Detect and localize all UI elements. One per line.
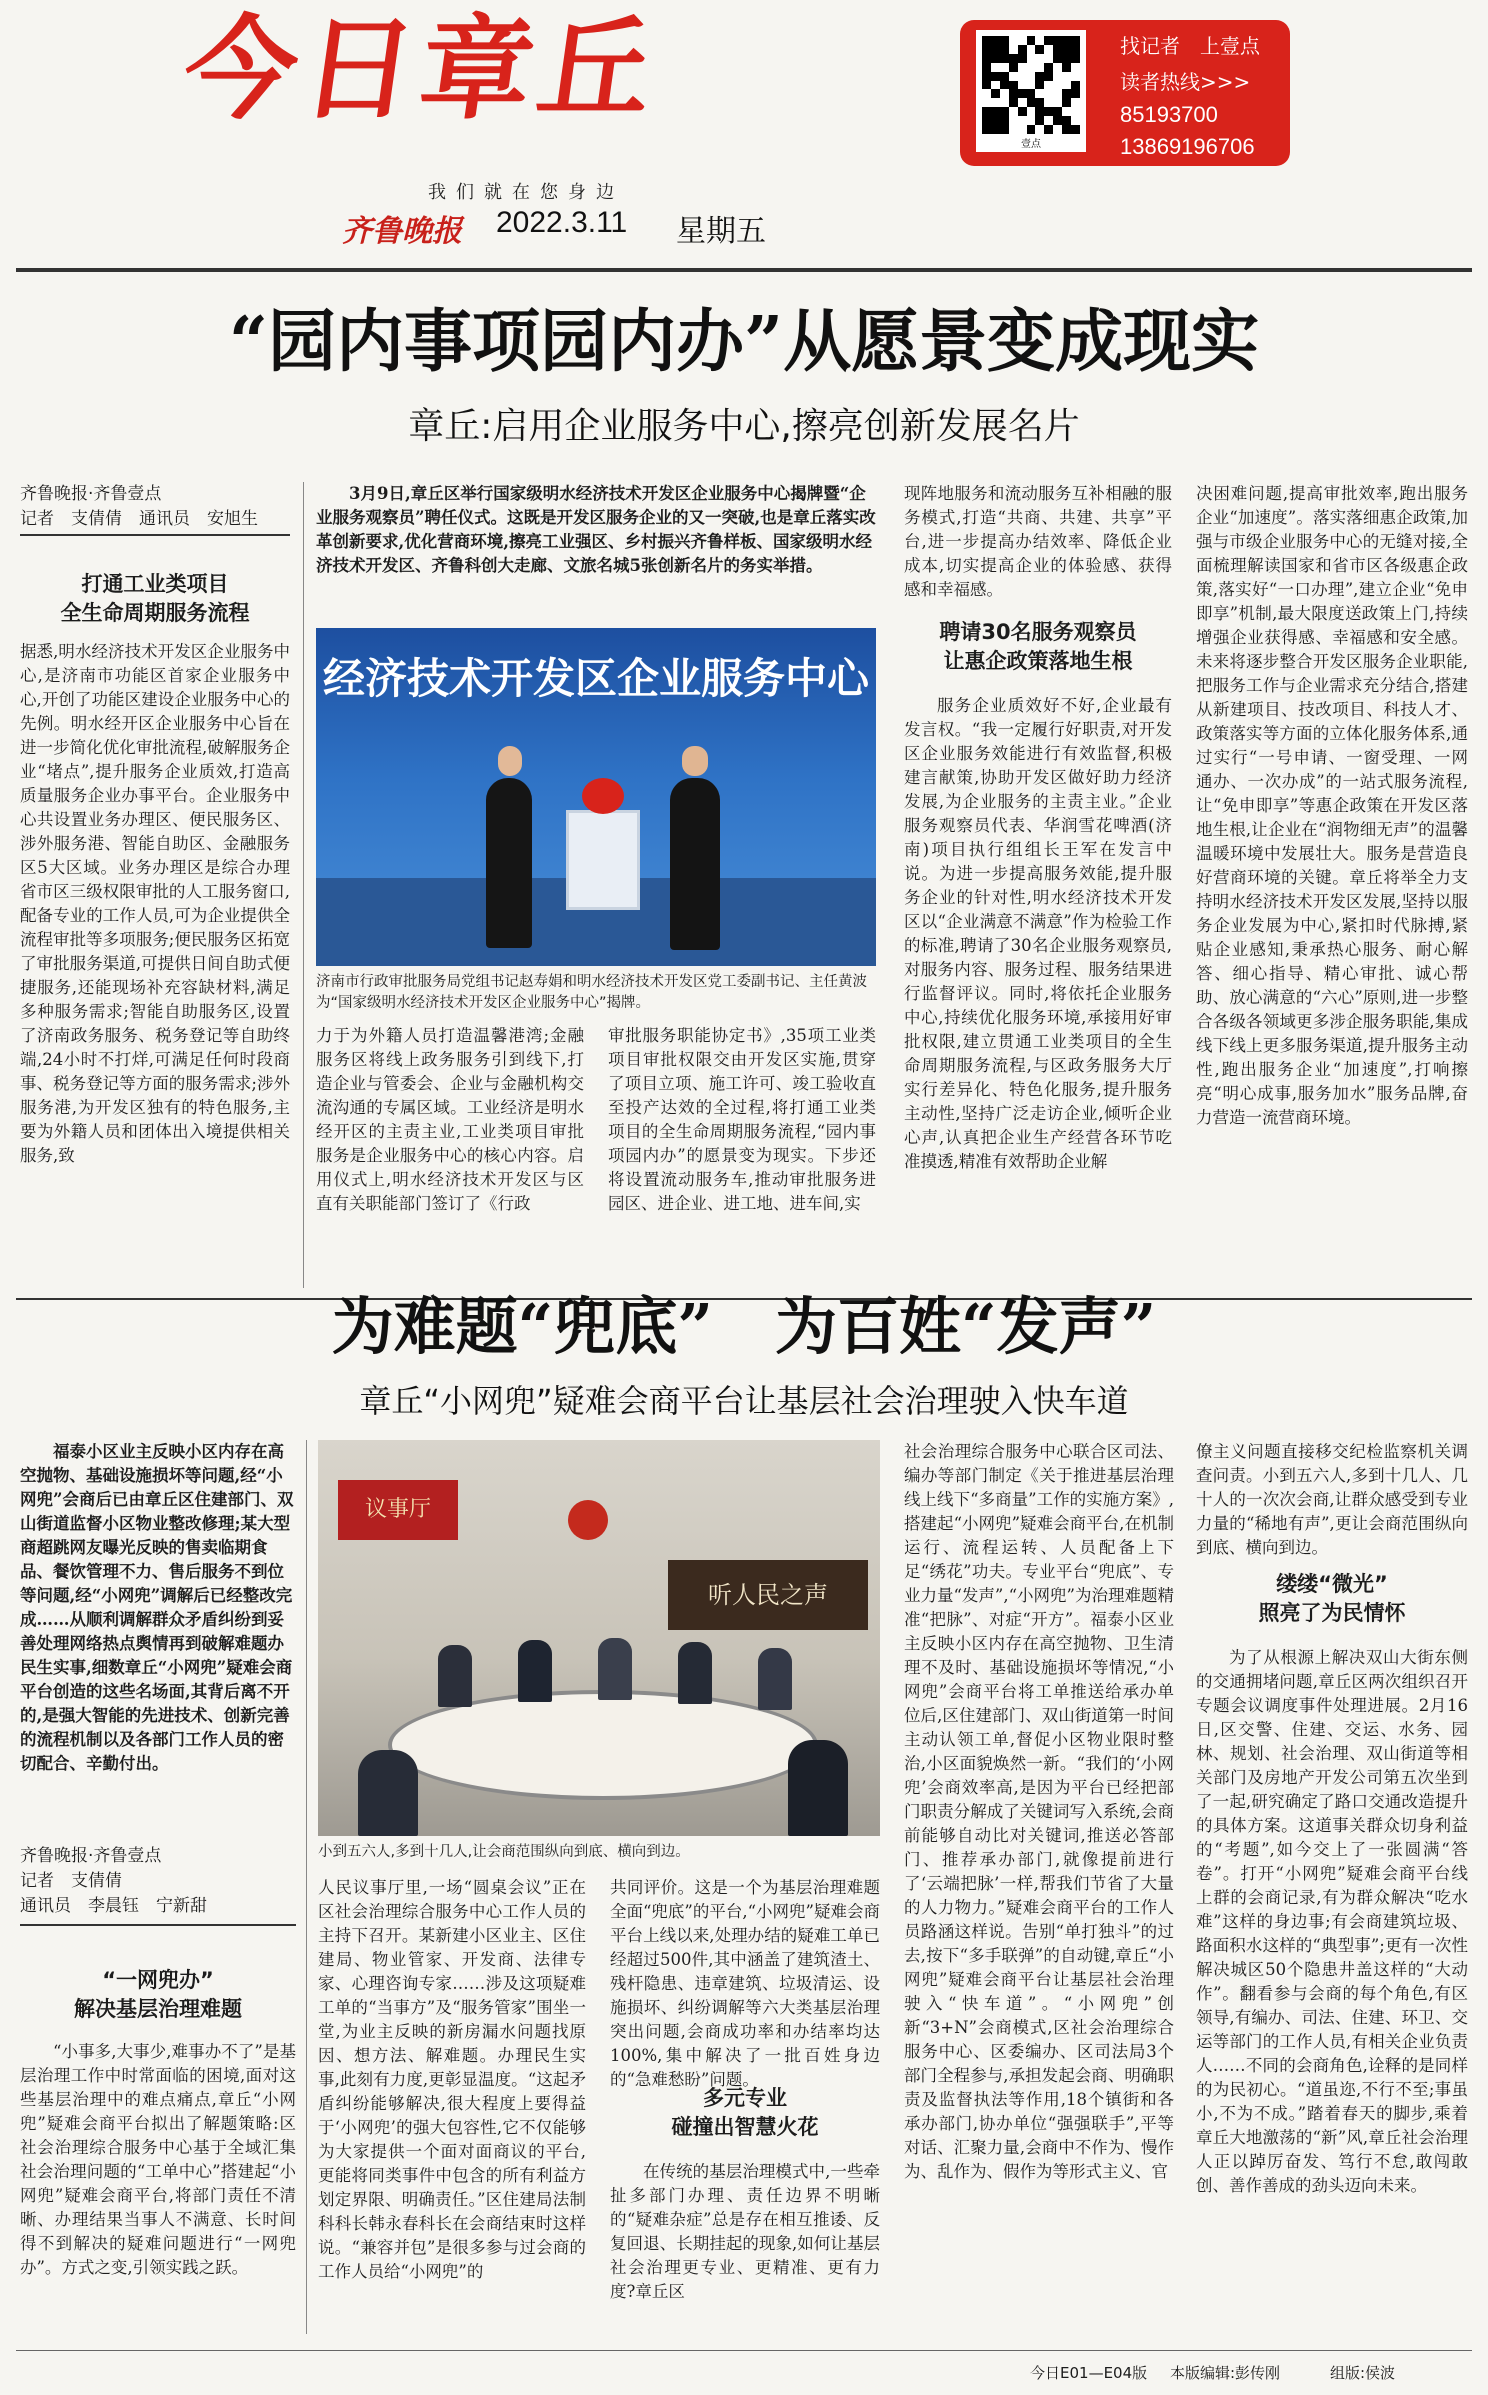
article-1-photo xyxy=(316,628,876,966)
photo-emblem xyxy=(568,1500,608,1540)
photo-sign-left: 议事厅 xyxy=(338,1480,458,1540)
byline-reporters: 记者 支倩倩 通讯员 安旭生 xyxy=(20,509,258,529)
masthead-divider xyxy=(16,268,1472,272)
article-2-column-2: 人民议事厅里,一场“圆桌会议”正在区社会治理综合服务中心工作人员的主持下召开。某新建小区业主、区住建局、物业管家、开发商、法律专家、心理咨询专家……涉及这项疑难工单的“当事方”及“服务管家”围坐一堂,为业主反映的新房漏水问题找原因、想方法、解难题。办理民生实事,此刻有力度,更彰显温度。“这起矛盾纠纷能够解决,很大程度上要得益于‘小网兜’的强大包容性,它不仅能够为大家提供一个面对面商议的平台,更能将同类事件中包含的所有利益方划定界限、明确责任。”区住建局法制科科长韩永春科长在会商结束时这样说。“兼容并包”是很多参与过会商的工作人员给“小网兜”的 xyxy=(318,1878,586,2281)
byline-rule xyxy=(20,1924,296,1926)
photo-plaque xyxy=(566,810,640,910)
photo-person-right xyxy=(670,778,720,950)
article-2-subhead-2: 多元专业 碰撞出智慧火花 xyxy=(671,2086,819,2139)
newspaper-brand: 齐鲁晚报 xyxy=(342,214,462,249)
photo-person-left-head xyxy=(498,746,522,776)
article-1-headline: “园内事项园内办”从愿景变成现实 xyxy=(228,302,1260,382)
article-2-byline xyxy=(20,1844,296,1919)
article-2-photo xyxy=(318,1440,880,1836)
footer-layout: 组版:侯波 xyxy=(1330,2364,1396,2382)
article-2-lead: 福泰小区业主反映小区内存在高空抛物、基础设施损坏等问题,经“小网兜”会商后已由章丘区住建部门、双山街道监督小区物业整改修理;某大型商超跳网友曝光反映的售卖临期食品、餐饮管理不力、售后服务不到位等问题,经“小网兜”调解后已经整改完成……从顺利调解群众矛盾纠纷到妥善处理网络热点舆情再到破解难题办民生实事,细数章丘“小网兜”疑难会商平台创造的这些名场面,其背后离不开的,是强大智能的先进技术、创新完善的流程机制以及各部门工作人员的密切配合、辛勤付出。 xyxy=(20,1442,294,1773)
qr-code[interactable] xyxy=(976,30,1086,152)
footer-pages: 今日E01—E04版 xyxy=(1030,2364,1148,2382)
article-1-column-4b: 服务企业质效好不好,企业最有发言权。“我一定履行好职责,对开发区企业服务效能进行有效监督,积极建言献策,协助开发区做好助力经济发展,为企业服务的主责主业。”企业服务观察员代表、华润雪花啤酒(济南)项目执行组组长王军在发言中说。为进一步提高服务效能,提升服务企业的针对性,明水经济技术开发区以“企业满意不满意”作为检验工作的标准,聘请了30名企业服务观察员,对服务内容、服务过程、服务结果进行监督评议。同时,将依托企业服务中心,持续优化服务环境,承接用好审批权限,建立贯通工业类项目的全生命周期服务流程,与区政务服务大厅实行差异化、特色化服务,提升服务主动性,坚持广泛走访企业,倾听企业心声,认真把企业生产经营各环节吃准摸透,精准有效帮助企业解 xyxy=(904,696,1172,1171)
article-2-column-4: 社会治理综合服务中心联合区司法、编办等部门制定《关于推进基层治理线上线下“多商量”工作的实施方案》,搭建起“小网兜”疑难会商平台,在机制运行、流程运转、人员配备上下足“绣花”功夫。专业平台“兜底”、专业力量“发声”,“小网兜”为治理难题精准“把脉”、对症“开方”。福泰小区业主反映小区内存在高空抛物、卫生清理不及时、基础设施损坏等情况,“小网兜”会商平台将工单推送给承办单位后,区住建部门、双山街道第一时间主动认领工单,督促小区物业限时整治,小区面貌焕然一新。“我们的‘小网兜’会商效率高,是因为平台已经把部门职责分解成了关键词写入系统,会商前能够自动比对关键词,推送必答部门、推荐承办部门,就像提前进行了‘云端把脉’一样,帮我们节省了大量的人力物力。”疑难会商平台的工作人员路涵这样说。告别“单打独斗”的过去,按下“多手联弹”的自动键,章丘“小网兜”疑难会商平台让基层社会治理驶入“快车道”。“小网兜”创新“3+N”会商模式,区社会治理综合服务中心、区委编办、区司法局3个部门全程参与,承担发起会商、明确职责及监督执法等作用,18个镇街和各承办部门,协办单位“强强联手”,平等对话、汇聚力量,会商中不作为、慢作为、乱作为、假作为等形式主义、官 xyxy=(904,1442,1174,2181)
masthead-title: 今日章丘 xyxy=(175,5,667,135)
byline-reporter: 记者 支倩倩 xyxy=(20,1871,122,1891)
photo-participant xyxy=(358,1750,418,1836)
article-1-subhead-1: 打通工业类项目 全生命周期服务流程 xyxy=(60,572,250,625)
issue-weekday: 星期五 xyxy=(676,214,766,249)
article-2-column-5a: 僚主义问题直接移交纪检监察机关调查问责。小到五六人,多到十几人、几十人的一次次会商,让群众感受到专业力量的“稀地有声”,更让会商范围纵向到底、横向到边。 xyxy=(1196,1442,1468,1557)
article-2-column-3a: 共同评价。这是一个为基层治理难题全面“兜底”的平台,“小网兜”疑难会商平台上线以来,处理办结的疑难工单已经超过500件,其中涵盖了建筑渣土、残杆隐患、违章建筑、垃圾清运、设施损坏、纠纷调解等六大类基层治理突出问题,会商成功率和办结率均达100%,集中解决了一批百姓身边的“急难愁盼”问题。 xyxy=(610,1878,880,2089)
hotline-phone-2: 13869196706 xyxy=(1120,134,1255,159)
article-2-column-1: “小事多,大事少,难事办不了”是基层治理工作中时常面临的困境,面对这些基层治理中的难点痛点,章丘“小网兜”疑难会商平台拟出了解题策略:区社会治理综合服务中心基于全域汇集社会治理问题的“工单中心”搭建起“小网兜”疑难会商平台,将部门责任不清晰、办理结果当事人不满意、长时间得不到解决的疑难问题进行“一网兜办”。方式之变,引领实践之跃。 xyxy=(20,2042,296,2277)
photo-banner-text: 经济技术开发区企业服务中心 xyxy=(322,654,869,703)
photo-sign-right: 听人民之声 xyxy=(668,1560,868,1630)
photo-participant xyxy=(758,1648,792,1710)
article-2-headline: 为难题“兜底” 为百姓“发声” xyxy=(331,1290,1157,1363)
article-1-photo-caption: 济南市行政审批服务局党组书记赵寿娟和明水经济技术开发区党工委副书记、主任黄波为“国家级明水经济技术开发区企业服务中心”揭牌。 xyxy=(316,974,867,1011)
hotline-title: 找记者 上壹点 xyxy=(1120,34,1260,58)
photo-red-ribbon xyxy=(582,778,624,814)
article-1-column-2: 力于为外籍人员打造温馨港湾;金融服务区将线上政务服务引到线下,打造企业与管委会、企业与金融机构交流沟通的专属区域。工业经济是明水经开区的主责主业,工业类项目审批服务是企业服务中心的核心内容。启用仪式上,明水经济技术开发区与区直有关职能部门签订了《行政 xyxy=(316,1026,584,1213)
article-2-subhead-3: 缕缕“微光” 照亮了为民情怀 xyxy=(1258,1572,1406,1625)
byline-outlet: 齐鲁晚报·齐鲁壹点 xyxy=(20,1846,162,1866)
article-1-subhead-2: 聘请30名服务观察员 让惠企政策落地生根 xyxy=(939,620,1137,673)
photo-participant xyxy=(678,1642,712,1704)
article-1-column-5: 决困难问题,提高审批效率,跑出服务企业“加速度”。落实落细惠企政策,加强与市级企业服务中心的无缝对接,全面梳理解读国家和省市区各级惠企政策,落实好“一口办理”,建立企业“免申即享”机制,最大限度送政策上门,持续增强企业获得感、幸福感和安全感。未来将逐步整合开发区服务企业职能,把服务工作与企业需求充分结合,搭建从新建项目、技改项目、科技人才、政策落实等方面的立体化服务体系,通过实行“一号申请、一窗受理、一网通办、一次办成”的一站式服务流程,让“免申即享”等惠企政策在开发区落地生根,让企业在“润物细无声”的温馨温暖环境中发展壮大。服务是营造良好营商环境的关键。章丘将举全力支持明水经济技术开发区发展,坚持以服务企业发展为中心,紧扣时代脉搏,紧贴企业感知,秉承热心服务、耐心解答、细心指导、精心审批、诚心帮助、放心满意的“六心”原则,进一步整合各级各领域更多涉企服务职能,集成线下线上更多服务渠道,提升服务主动性,跑出服务企业“加速度”,打响擦亮“明心成事,服务加水”服务品牌,奋力营造一流营商环境。 xyxy=(1196,484,1468,1127)
photo-person-right-head xyxy=(682,746,708,776)
hotline-phone-1: 85193700 xyxy=(1120,102,1218,127)
byline-outlet: 齐鲁晚报·齐鲁壹点 xyxy=(20,484,162,504)
column-divider xyxy=(303,482,304,1288)
article-1-subheadline: 章丘:启用企业服务中心,擦亮创新发展名片 xyxy=(408,406,1080,447)
column-divider xyxy=(306,1440,307,2334)
article-1-lead: 3月9日,章丘区举行国家级明水经济技术开发区企业服务中心揭牌暨“企业服务观察员”聘任仪式。这既是开发区服务企业的又一突破,也是章丘落实改革创新要求,优化营商环境,擦亮工业强区、乡村振兴齐鲁样板、国家级明水经济技术开发区、齐鲁科创大走廊、文旅名城5张创新名片的务实举措。 xyxy=(316,484,876,575)
photo-participant xyxy=(438,1645,472,1707)
article-2-subheadline: 章丘“小网兜”疑难会商平台让基层社会治理驶入快车道 xyxy=(359,1382,1129,1420)
masthead-slogan: 我们就在您身边 xyxy=(428,182,624,203)
article-1-column-1: 据悉,明水经济技术开发区企业服务中心,是济南市功能区首家企业服务中心,开创了功能区建设企业服务中心的先例。明水经开区企业服务中心旨在进一步简化优化审批流程,破解服务企业“堵点”,提升服务企业质效,打造高质量服务企业办事平台。企业服务中心共设置业务办理区、便民服务区、涉外服务港、智能自助区、金融服务区5大区域。业务办理区是综合办理省市区三级权限审批的人工服务窗口,配备专业的工作人员,可为企业提供全流程审批等多项服务;便民服务区拓宽了审批服务渠道,可提供日间自助式便捷服务,还能现场补充容缺材料,满足多种服务需求;智能自助服务区,设置了济南政务服务、税务登记等自助终端,24小时不打烊,可满足任何时段商事、税务登记等方面的服务需求;涉外服务港,为开发区独有的特色服务,主要为外籍人员和团体出入境提供相关服务,致 xyxy=(20,642,290,1165)
photo-person-left xyxy=(486,778,532,948)
qr-code-label: 壹点 xyxy=(1021,139,1041,150)
footer-editor: 本版编辑:彭传刚 xyxy=(1170,2364,1281,2382)
article-1-byline xyxy=(20,482,290,532)
article-1-column-3: 审批服务职能协定书》,35项工业类项目审批权限交由开发区实施,贯穿了项目立项、施工许可、竣工验收直至投产达效的全过程,将打通工业类项目的全生命周期服务流程,“园内事项园内办”的愿景变为现实。下步还将设置流动服务车,推动审批服务进园区、进企业、进工地、进车间,实 xyxy=(608,1026,876,1213)
article-1-column-4a: 现阵地服务和流动服务互补相融的服务模式,打造“共商、共建、共享”平台,进一步提高办结效率、降低企业成本,切实提高企业的体验感、获得感和幸福感。 xyxy=(904,484,1172,599)
photo-participant xyxy=(518,1640,552,1702)
article-2-subhead-1: “一网兜办” 解决基层治理难题 xyxy=(74,1968,242,2021)
footer-rule xyxy=(16,2350,1472,2351)
issue-date: 2022.3.11 xyxy=(496,206,628,239)
byline-correspondents: 通讯员 李晨钰 宁新甜 xyxy=(20,1896,207,1916)
photo-participant xyxy=(788,1740,848,1836)
photo-participant xyxy=(598,1638,632,1700)
byline-rule xyxy=(20,534,290,536)
article-2-column-5b: 为了从根源上解决双山大街东侧的交通拥堵问题,章丘区两次组织召开专题会议调度事件处理进展。2月16日,区交警、住建、交运、水务、园林、规划、社会治理、双山街道等相关部门及房地产开发公司第五次坐到了一起,研究确定了路口交通改造提升的具体方案。这道事关群众切身利益的“考题”,如今交上了一张圆满“答卷”。打开“小网兜”疑难会商平台线上群的会商记录,有为群众解决“吃水难”这样的身边事;有会商建筑垃圾、路面积水这样的“典型事”;更有一次性解决城区50个隐患井盖这样的“大动作”。翻看参与会商的每个角色,有区领导,有编办、司法、住建、环卫、交运等部门的工作人员,有相关企业负责人……不同的会商角色,诠释的是同样的为民初心。“道虽迩,不行不至;事虽小,不为不成。”踏着春天的脚步,乘着章丘大地激荡的“新”风,章丘社会治理人正以踔厉奋发、笃行不怠,敢闯敢创、善作善成的劲头迈向未来。 xyxy=(1196,1648,1468,2195)
article-2-photo-caption: 小到五六人,多到十几人,让会商范围纵向到底、横向到边。 xyxy=(318,1844,690,1860)
qr-code-pattern xyxy=(982,36,1080,134)
hotline-label: 读者热线>>> xyxy=(1120,70,1251,94)
article-2-column-3b: 在传统的基层治理模式中,一些牵扯多部门办理、责任边界不明晰的“疑难杂症”总是存在相互推诿、反复回退、长期挂起的现象,如何让基层社会治理更专业、更精准、更有力度?章丘区 xyxy=(610,2162,880,2301)
